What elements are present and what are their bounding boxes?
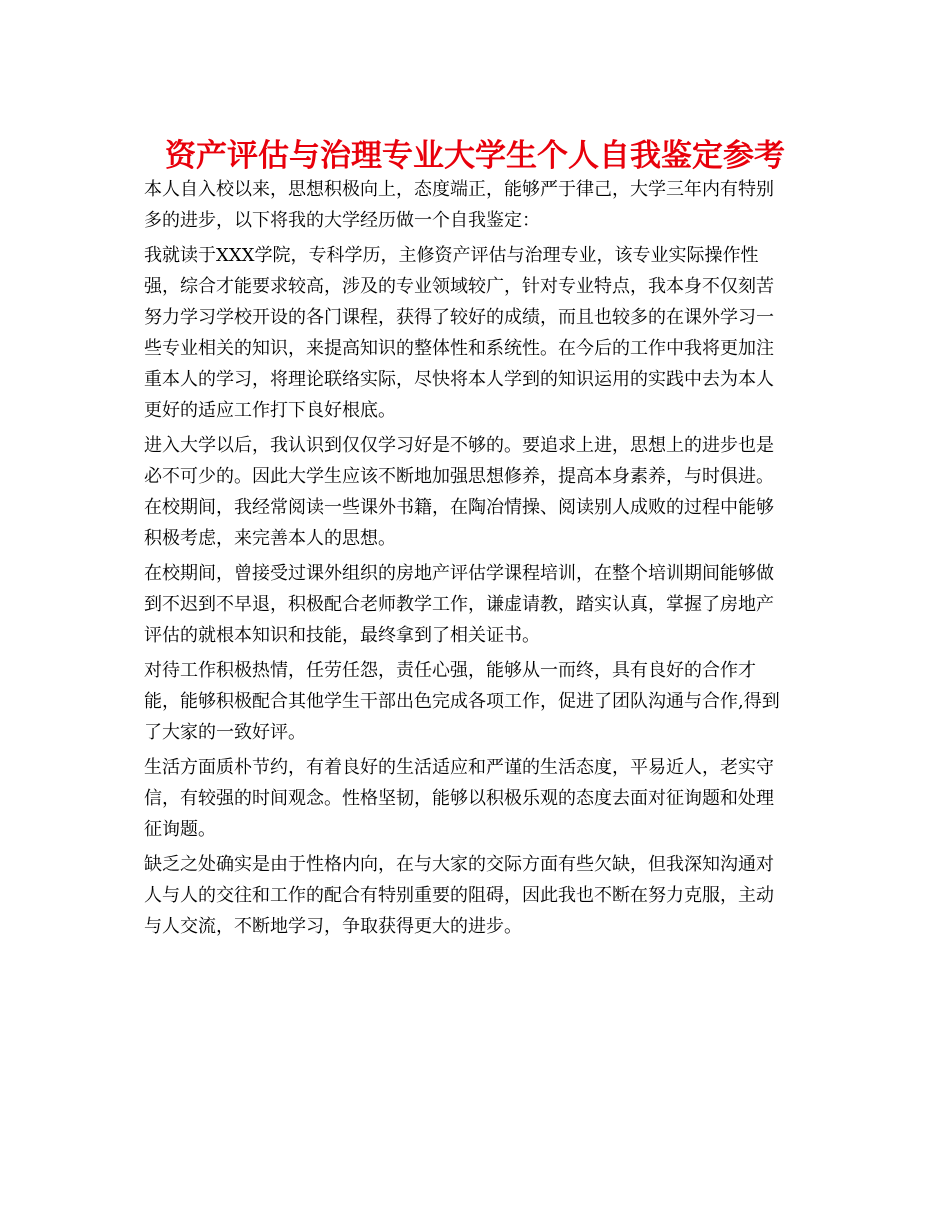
text-line: 我就读于XXX学院，专科学历，主修资产评估与治理专业，该专业实际操作性	[144, 245, 759, 266]
paragraph	[144, 240, 804, 426]
text-line: 多的进步，以下将我的大学经历做一个自我鉴定：	[144, 210, 540, 231]
text-line: 本人自入校以来，思想积极向上，态度端正，能够严于律己，大学三年内有特别	[144, 179, 774, 200]
text-line: 对待工作积极热情，任劳任怨，责任心强，能够从一而终，具有良好的合作才	[144, 660, 756, 681]
text-line: 信，有较强的时间观念。性格坚韧，能够以积极乐观的态度去面对征询题和处理	[144, 788, 774, 809]
text-line: 在校期间，曾接受过课外组织的房地产评估学课程培训，在整个培训期间能够做	[144, 563, 774, 584]
text-line: 到不迟到不早退，积极配合老师教学工作，谦虚请教，踏实认真，掌握了房地产	[144, 594, 774, 615]
paragraph	[144, 752, 804, 845]
text-line: 些专业相关的知识，来提高知识的整体性和系统性。在今后的工作中我将更加注	[144, 338, 774, 359]
paragraph	[144, 430, 804, 554]
text-line: 在校期间，我经常阅读一些课外书籍，在陶冶情操、阅读别人成败的过程中能够	[144, 497, 774, 518]
text-line: 重本人的学习，将理论联络实际，尽快将本人学到的知识运用的实践中去为本人	[144, 369, 774, 390]
text-line: 人与人的交往和工作的配合有特别重要的阻碍，因此我也不断在努力克服，主动	[144, 885, 774, 906]
text-line: 生活方面质朴节约，有着良好的生活适应和严谨的生活态度，平易近人，老实守	[144, 757, 774, 778]
text-line: 征询题。	[144, 819, 216, 840]
text-line: 缺乏之处确实是由于性格内向，在与大家的交际方面有些欠缺，但我深知沟通对	[144, 854, 774, 875]
text-line: 能，能够积极配合其他学生干部出色完成各项工作，促进了团队沟通与合作,得到	[144, 691, 780, 712]
text-line: 强，综合才能要求较高，涉及的专业领域较广，针对专业特点，我本身不仅刻苦	[144, 276, 774, 297]
paragraph	[144, 174, 804, 236]
document-title: 资产评估与治理专业大学生个人自我鉴定参考	[165, 138, 785, 174]
paragraph	[144, 655, 804, 748]
text-line: 评估的就根本知识和技能，最终拿到了相关证书。	[144, 625, 540, 646]
text-line: 更好的适应工作打下良好根底。	[144, 400, 396, 421]
paragraph	[144, 849, 804, 942]
text-line: 了大家的一致好评。	[144, 722, 306, 743]
text-line: 必不可少的。因此大学生应该不断地加强思想修养，提高本身素养，与时俱进。	[144, 466, 774, 487]
text-line: 进入大学以后，我认识到仅仅学习好是不够的。要追求上进，思想上的进步也是	[144, 435, 774, 456]
text-line: 努力学习学校开设的各门课程，获得了较好的成绩，而且也较多的在课外学习一	[144, 307, 774, 328]
text-line: 与人交流，不断地学习，争取获得更大的进步。	[144, 916, 522, 937]
paragraph	[144, 558, 804, 651]
document-body	[144, 174, 804, 946]
text-line: 积极考虑，来完善本人的思想。	[144, 528, 396, 549]
